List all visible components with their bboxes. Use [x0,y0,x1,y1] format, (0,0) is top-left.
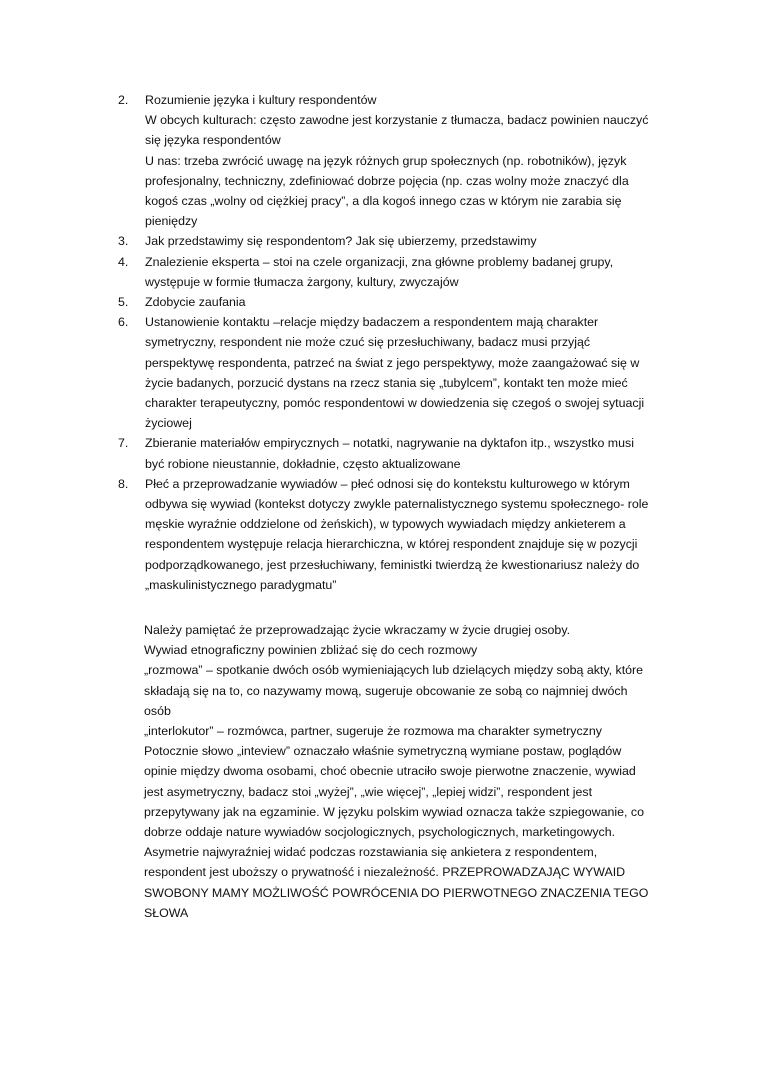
list-number: 3. [118,234,129,249]
list-number: 6. [118,315,129,330]
item-2-line: U nas: trzeba zwrócić uwagę na język różnych grup społecznych (np. robotników), język [145,153,627,168]
paragraph-line: składają się na to, co nazywamy mową, sugeruje obcowanie ze sobą co najmniej dwóch [144,683,628,698]
list-item-2 [118,90,678,231]
item-4-line: występuje w formie tłumacza żargony, kultury, zwyczajów [145,274,459,289]
item-8-line: odbywa się wywiad (kontekst dotyczy zwykle paternalistycznego systemu społecznego- role [145,497,649,512]
item-2-line: kogoś czas „wolny od ciężkiej pracy”, a dla kogoś innego czas w którym nie zarabia się [145,194,622,209]
paragraph-line: Potocznie słowo „inteview” oznaczało właśnie symetryczną wymiane postaw, poglądów [144,744,622,759]
item-2-line: W obcych kulturach: często zawodne jest korzystanie z tłumacza, badacz powinien nauczyć [145,113,649,128]
paragraph-line: Asymetrie najwyraźniej widać podczas rozstawiania się ankietera z respondentem, [144,845,598,860]
item-2-line: się języka respondentów [145,133,281,148]
item-8-line: Płeć a przeprowadzanie wywiadów – płeć odnosi się do kontekstu kulturowego w którym [145,476,630,491]
item-8-line: męskie wyraźnie oddzielone od żeńskich), w typowych wywiadach między ankieterem a [145,517,626,532]
paragraph-line: Wywiad etnograficzny powinien zbliżać się do cech rozmowy [144,643,478,658]
item-2-line: Rozumienie języka i kultury respondentów [145,93,377,107]
item-3-line: Jak przedstawimy się respondentom? Jak się ubierzemy, przedstawimy [145,234,537,249]
item-6-line: symetryczny, respondent nie może czuć się przesłuchiwany, badacz musi przyjąć [145,335,591,350]
paragraph-line: opinie między dwoma osobami, choć obecnie utraciło swoje pierwotne znaczenie, wywiad [144,764,636,779]
item-2-line: pieniędzy [145,214,198,229]
list-item-3 [118,231,678,251]
paragraph-line: „rozmowa” – spotkanie dwóch osób wymieniających lub dzielących między sobą akty, które [144,663,644,678]
item-6-line: życie badanych, porzucić dystans na rzecz stania się „tubylcem”, kontakt ten może mieć [145,375,628,390]
item-8-line: podporządkowanego, jest przesłuchiwany, feministki twierdzą że kwestionariusz należy do [145,557,640,572]
item-7-line: być robione nieustannie, dokładnie, często aktualizowane [145,456,461,471]
item-8-line: respondentem występuje relacja hierarchiczna, w której respondent znajduje się w pozycji [145,537,638,552]
item-2-line: profesjonalny, techniczny, zdefiniować dobrze pojęcia (np. czas wolny może znaczyć dla [145,173,629,188]
paragraph-line: SWOBONY MAMY MOŻLIWOŚĆ POWRÓCENIA DO PIERWOTNEGO ZNACZENIA TEGO SŁOWA [144,885,649,920]
numbered-list [118,90,678,595]
item-6-line: perspektywę respondenta, patrzeć na świat z jego perspektywy, może zaangażować się w [145,355,640,370]
list-number: 5. [118,295,129,310]
paragraph-line: dobrze oddaje nature wywiadów socjologicznych, psychologicznych, marketingowych. [144,825,616,840]
list-number: 4. [118,254,129,269]
item-4-line: Znalezienie eksperta – stoi na czele organizacji, zna główne problemy badanej grupy, [145,254,614,269]
item-8-line: „maskulinistycznego paradygmatu” [145,577,337,592]
list-number: 2. [118,93,129,107]
paragraph-line: Należy pamiętać że przeprowadzając życie wkraczamy w życie drugiej osoby. [144,623,571,637]
list-number: 8. [118,476,129,491]
list-item-8 [118,474,678,595]
list-item-7 [118,433,678,473]
paragraph-line: przepytywany jak na egzaminie. W języku polskim wywiad oznacza także szpiegowanie, co [144,804,644,819]
list-item-4 [118,252,678,292]
item-6-line: Ustanowienie kontaktu –relacje między badaczem a respondentem mają charakter [145,315,599,330]
item-6-line: życiowej [145,416,192,431]
list-item-6 [118,312,678,433]
paragraph-line: „interlokutor” – rozmówca, partner, sugeruje że rozmowa ma charakter symetryczny [144,724,602,739]
paragraph-line: jest asymetryczny, badacz stoi „wyżej”, „wie więcej”, „lepiej widzi”, respondent jest [144,784,593,799]
item-5-line: Zdobycie zaufania [145,295,246,310]
list-number: 7. [118,436,129,451]
paragraph-line: respondent jest uboższy o prywatność i niezależność. PRZEPROWADZAJĄC WYWAID [144,865,626,880]
list-item-5 [118,292,678,312]
item-6-line: charakter terapeutyczny, pomóc respondentowi w dowiedzenia się czegoś o swojej sytuacji [145,396,645,411]
paragraph-line: osób [144,703,171,718]
closing-paragraph [144,620,674,923]
item-7-line: Zbieranie materiałów empirycznych – notatki, nagrywanie na dyktafon itp., wszystko musi [145,436,634,451]
